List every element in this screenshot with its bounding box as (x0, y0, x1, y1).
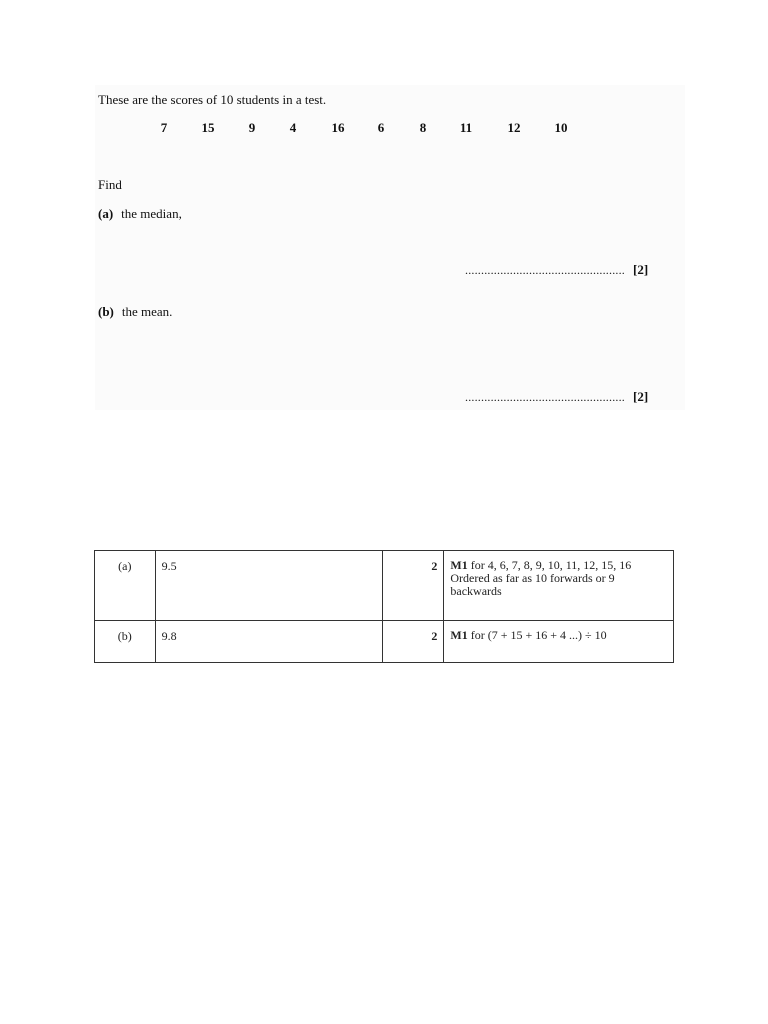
scores-list (98, 120, 618, 138)
score-value: 12 (507, 120, 521, 135)
table-row (95, 551, 674, 621)
score-value: 16 (331, 120, 345, 135)
score-value: 15 (201, 120, 215, 135)
answer-dots-a: .................................................. (465, 263, 625, 277)
score-value: 6 (377, 120, 385, 135)
answer-line-a (465, 262, 648, 278)
part-a-label: (a) (98, 206, 114, 221)
question-intro: These are the scores of 10 students in a test. (98, 92, 327, 107)
marks-a: [2] (633, 262, 649, 277)
answer-dots-b: .................................................. (465, 390, 625, 404)
ms-part-b: (b) (95, 621, 156, 663)
score-value: 9 (248, 120, 256, 135)
ms-note-b (444, 621, 674, 663)
part-b (98, 304, 172, 320)
part-b-text: the mean. (121, 304, 173, 319)
ms-note-a (444, 551, 674, 621)
ms-note-b-code: M1 (450, 628, 468, 642)
part-a-text: the median, (121, 206, 182, 221)
marks-b: [2] (633, 389, 649, 404)
answer-line-b (465, 389, 648, 405)
part-b-label: (b) (98, 304, 114, 319)
ms-part-a: (a) (95, 551, 156, 621)
score-value: 4 (289, 120, 297, 135)
mark-scheme-table (94, 550, 674, 663)
find-label: Find (98, 177, 122, 192)
part-a (98, 206, 182, 222)
score-value: 10 (554, 120, 568, 135)
ms-answer-b: 9.8 (155, 621, 382, 663)
ms-note-a-text: for 4, 6, 7, 8, 9, 10, 11, 12, 15, 16 Ordered as far as 10 forwards or 9 backwards (450, 558, 632, 598)
ms-note-a-code: M1 (450, 558, 468, 572)
score-value: 8 (419, 120, 427, 135)
score-value: 7 (160, 120, 168, 135)
table-row (95, 621, 674, 663)
ms-answer-a: 9.5 (155, 551, 382, 621)
ms-mark-a: 2 (382, 551, 444, 621)
ms-note-b-text: for (7 + 15 + 16 + 4 ...) ÷ 10 (467, 628, 607, 642)
score-value: 11 (459, 120, 473, 135)
ms-mark-b: 2 (382, 621, 444, 663)
